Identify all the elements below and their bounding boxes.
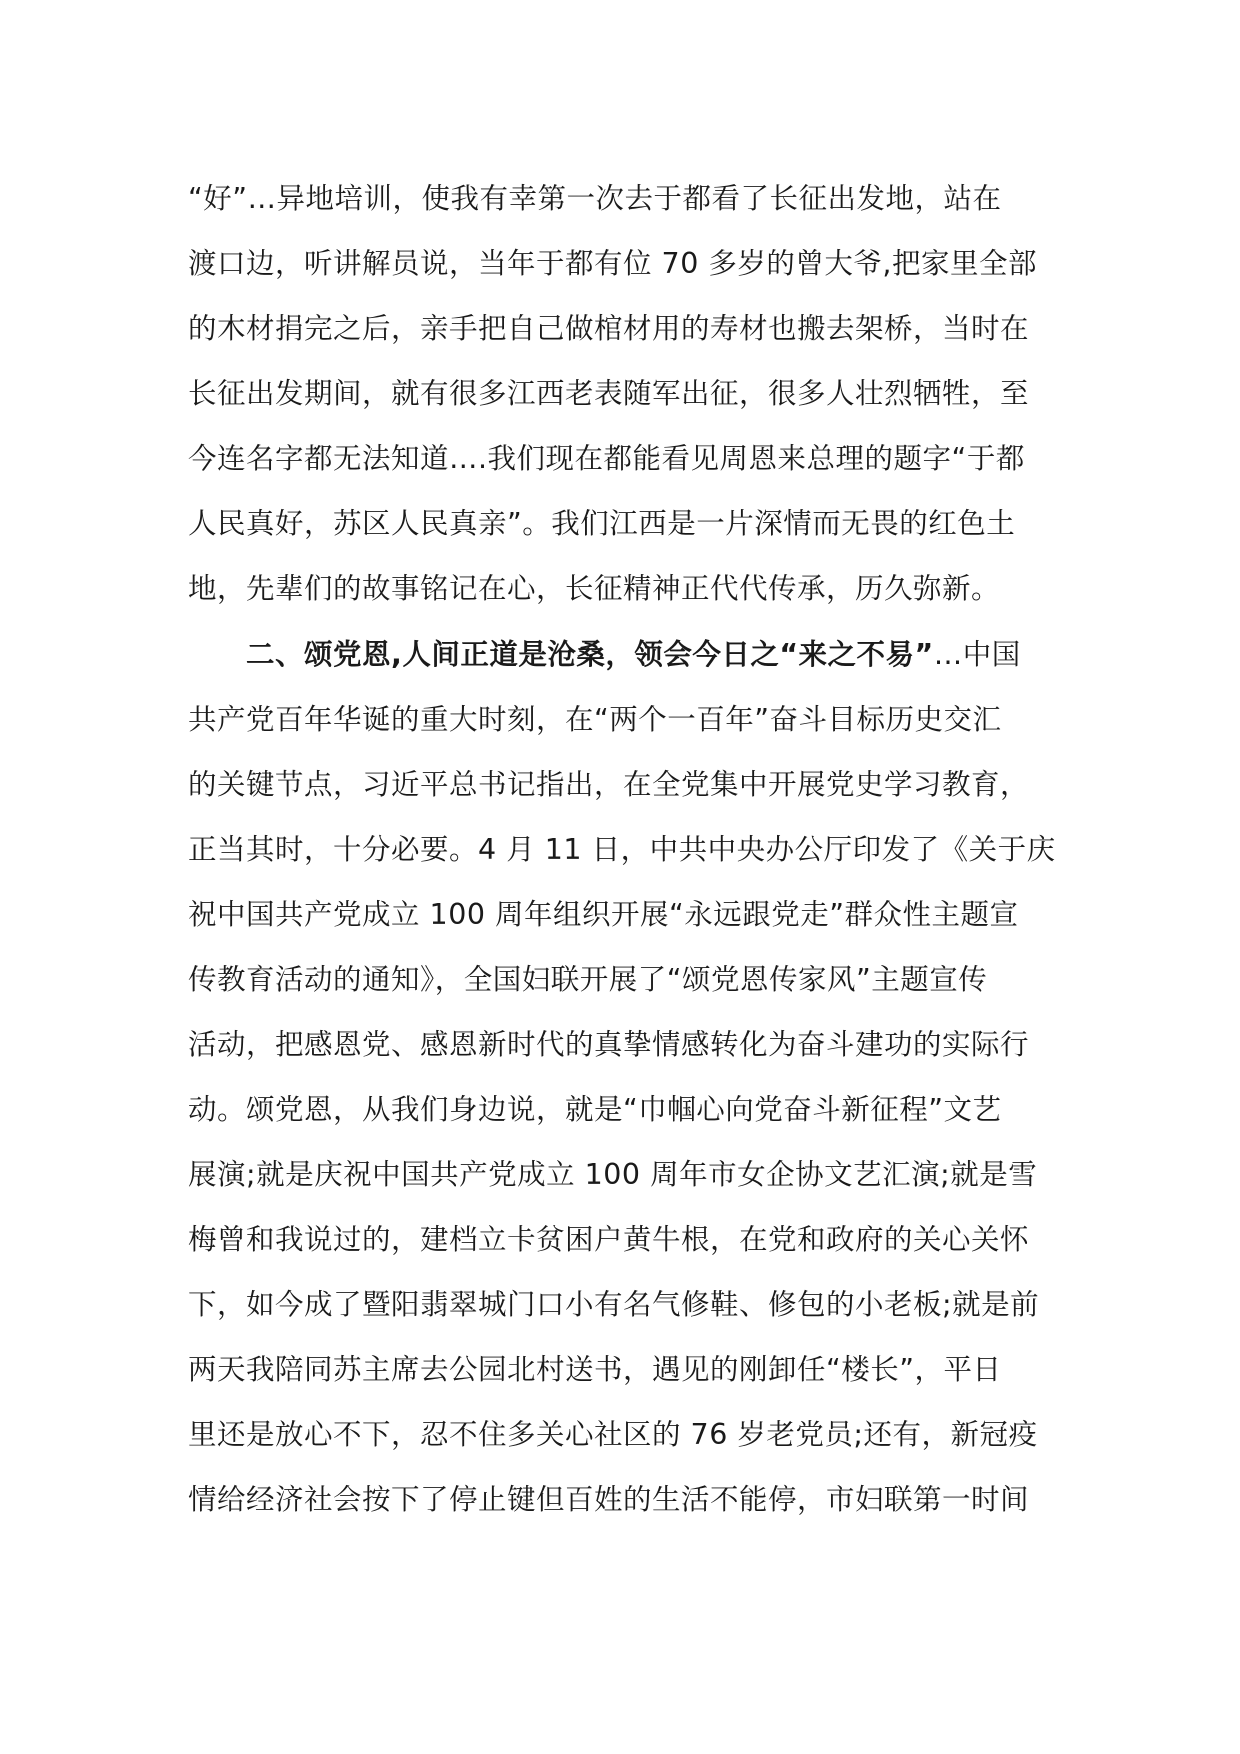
text-line: 下，如今成了暨阳翡翠城门口小有名气修鞋、修包的小老板;就是前 [188,1288,1040,1321]
text-line: 传教育活动的通知》，全国妇联开展了“颂党恩传家风”主题宣传 [188,963,988,996]
paragraph-first-line [188,622,1058,687]
text-line: 展演;就是庆祝中国共产党成立 100 周年市女企协文艺汇演;就是雪 [188,1158,1038,1191]
section-heading: 二、颂党恩,人间正道是沧桑，领会今日之“来之不易” [246,638,934,671]
text-line: 长征出发期间，就有很多江西老表随军出征，很多人壮烈牺牲，至 [188,377,1030,410]
text-line: 今连名字都无法知道….我们现在都能看见周恩来总理的题字“于都 [188,442,1025,475]
text-line: 情给经济社会按下了停止键但百姓的生活不能停，市妇联第一时间 [188,1483,1030,1516]
text-line: 的关键节点，习近平总书记指出，在全党集中开展党史学习教育， [188,768,1030,801]
text-line: 动。颂党恩，从我们身边说，就是“巾帼心向党奋斗新征程”文艺 [188,1093,1002,1126]
paragraph-long-march [188,166,1058,621]
text-line: 的木材捐完之后，亲手把自己做棺材用的寿材也搬去架桥，当时在 [188,312,1030,345]
text-line: 共产党百年华诞的重大时刻，在“两个一百年”奋斗目标历史交汇 [188,703,1002,736]
text-line: 地，先辈们的故事铭记在心，长征精神正代代传承，历久弥新。 [188,572,1001,605]
paragraph-party-grace [188,622,1058,1532]
text-line: 梅曾和我说过的，建档立卡贫困户黄牛根，在党和政府的关心关怀 [188,1223,1030,1256]
text-line: 里还是放心不下，忍不住多关心社区的 76 岁老党员;还有，新冠疫 [188,1418,1038,1451]
text-line: 渡口边，听讲解员说，当年于都有位 70 多岁的曾大爷,把家里全部 [188,247,1037,280]
text-line: “好”…异地培训，使我有幸第一次去于都看了长征出发地，站在 [188,182,1002,215]
text-line: 正当其时，十分必要。4 月 11 日，中共中央办公厅印发了《关于庆 [188,833,1056,866]
heading-continuation: …中国 [933,638,1021,671]
text-line: 活动，把感恩党、感恩新时代的真挚情感转化为奋斗建功的实际行 [188,1028,1030,1061]
text-line: 祝中国共产党成立 100 周年组织开展“永远跟党走”群众性主题宣 [188,898,1019,931]
text-line: 两天我陪同苏主席去公园北村送书，遇见的刚卸任“楼长”，平日 [188,1353,1002,1386]
text-line: 人民真好，苏区人民真亲”。我们江西是一片深情而无畏的红色土 [188,507,1016,540]
